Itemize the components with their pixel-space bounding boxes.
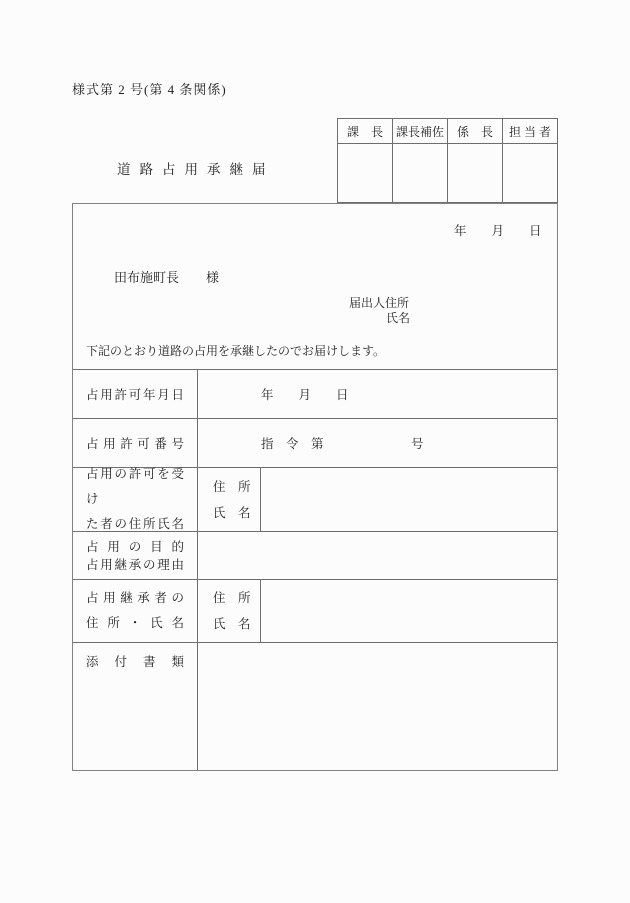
table-row-attachments: [73, 642, 557, 770]
permit-date-value-cell: 年 月 日: [261, 388, 349, 402]
approval-stamp-cell: [338, 144, 392, 202]
successor-value-cell: [261, 580, 557, 642]
sublabel-name: 氏 名: [213, 505, 251, 520]
address-name-sublabel-cell: [198, 468, 261, 531]
table-row-successor: [73, 579, 557, 642]
approval-stamp-table: [337, 118, 558, 203]
row-label-cell: [73, 580, 198, 642]
row-label-line: 占用の目的: [86, 539, 184, 554]
sublabel-address: 住 所: [213, 591, 251, 605]
approval-header: 課長補佐: [393, 119, 447, 144]
submission-date-line: 年 月 日: [454, 224, 542, 238]
table-row-permit-number: [73, 418, 557, 467]
row-label-line: 占用継承の理由: [86, 557, 184, 572]
row-label-line: 占用の許可を受け: [86, 467, 184, 506]
approval-header: 係 長: [448, 119, 502, 144]
permit-holder-value-cell: [261, 468, 557, 531]
approval-header: 担当者: [503, 119, 557, 144]
document-title: 道路占用承継届: [117, 162, 275, 177]
attachments-value-cell: [198, 643, 557, 770]
row-label-line: た者の住所氏名: [86, 517, 184, 531]
approval-column-subsection-chief: [448, 119, 503, 202]
row-label: 添付書類: [86, 655, 184, 669]
purpose-reason-value-cell: [198, 532, 557, 579]
addressee: 田布施町長: [114, 270, 180, 285]
row-label: 占用許可年月日: [86, 388, 184, 402]
address-name-sublabel-cell: [198, 580, 261, 642]
row-label-line: 住所・氏名: [86, 616, 184, 630]
table-row-purpose-reason: [73, 531, 557, 579]
row-label-cell: [73, 419, 198, 467]
approval-column-section-chief: [338, 119, 393, 202]
approval-stamp-cell: [448, 144, 502, 202]
sublabel-address: 住 所: [213, 479, 251, 494]
approval-stamp-cell: [503, 144, 557, 202]
permit-number-value-cell: 指 令 第 号: [261, 437, 424, 451]
form-table: [73, 369, 557, 770]
row-label-cell: [73, 643, 198, 770]
table-row-permit-holder: [73, 467, 557, 531]
approval-stamp-cell: [393, 144, 447, 202]
form-number: 様式第 2 号(第 4 条関係): [72, 82, 227, 97]
applicant-address-label: 届出人住所: [349, 296, 410, 310]
addressee-line: [101, 251, 219, 302]
row-label-cell: [73, 532, 198, 579]
approval-column-person-in-charge: [503, 119, 557, 202]
approval-header: 課 長: [338, 119, 392, 144]
main-form-box: [72, 203, 558, 771]
row-label: 占用許可番号: [86, 437, 184, 451]
sublabel-name: 氏 名: [213, 617, 251, 631]
honorific: 様: [206, 270, 220, 285]
row-label-line: 占用継承者の: [86, 591, 184, 605]
applicant-name-label: 氏名: [386, 311, 411, 325]
row-label-cell: [73, 468, 198, 531]
notification-body-text: 下記のとおり道路の占用を承継したのでお届けします。: [86, 344, 386, 358]
row-label-cell: [73, 370, 198, 418]
approval-column-assistant-section-chief: [393, 119, 448, 202]
table-row-permit-date: [73, 369, 557, 418]
